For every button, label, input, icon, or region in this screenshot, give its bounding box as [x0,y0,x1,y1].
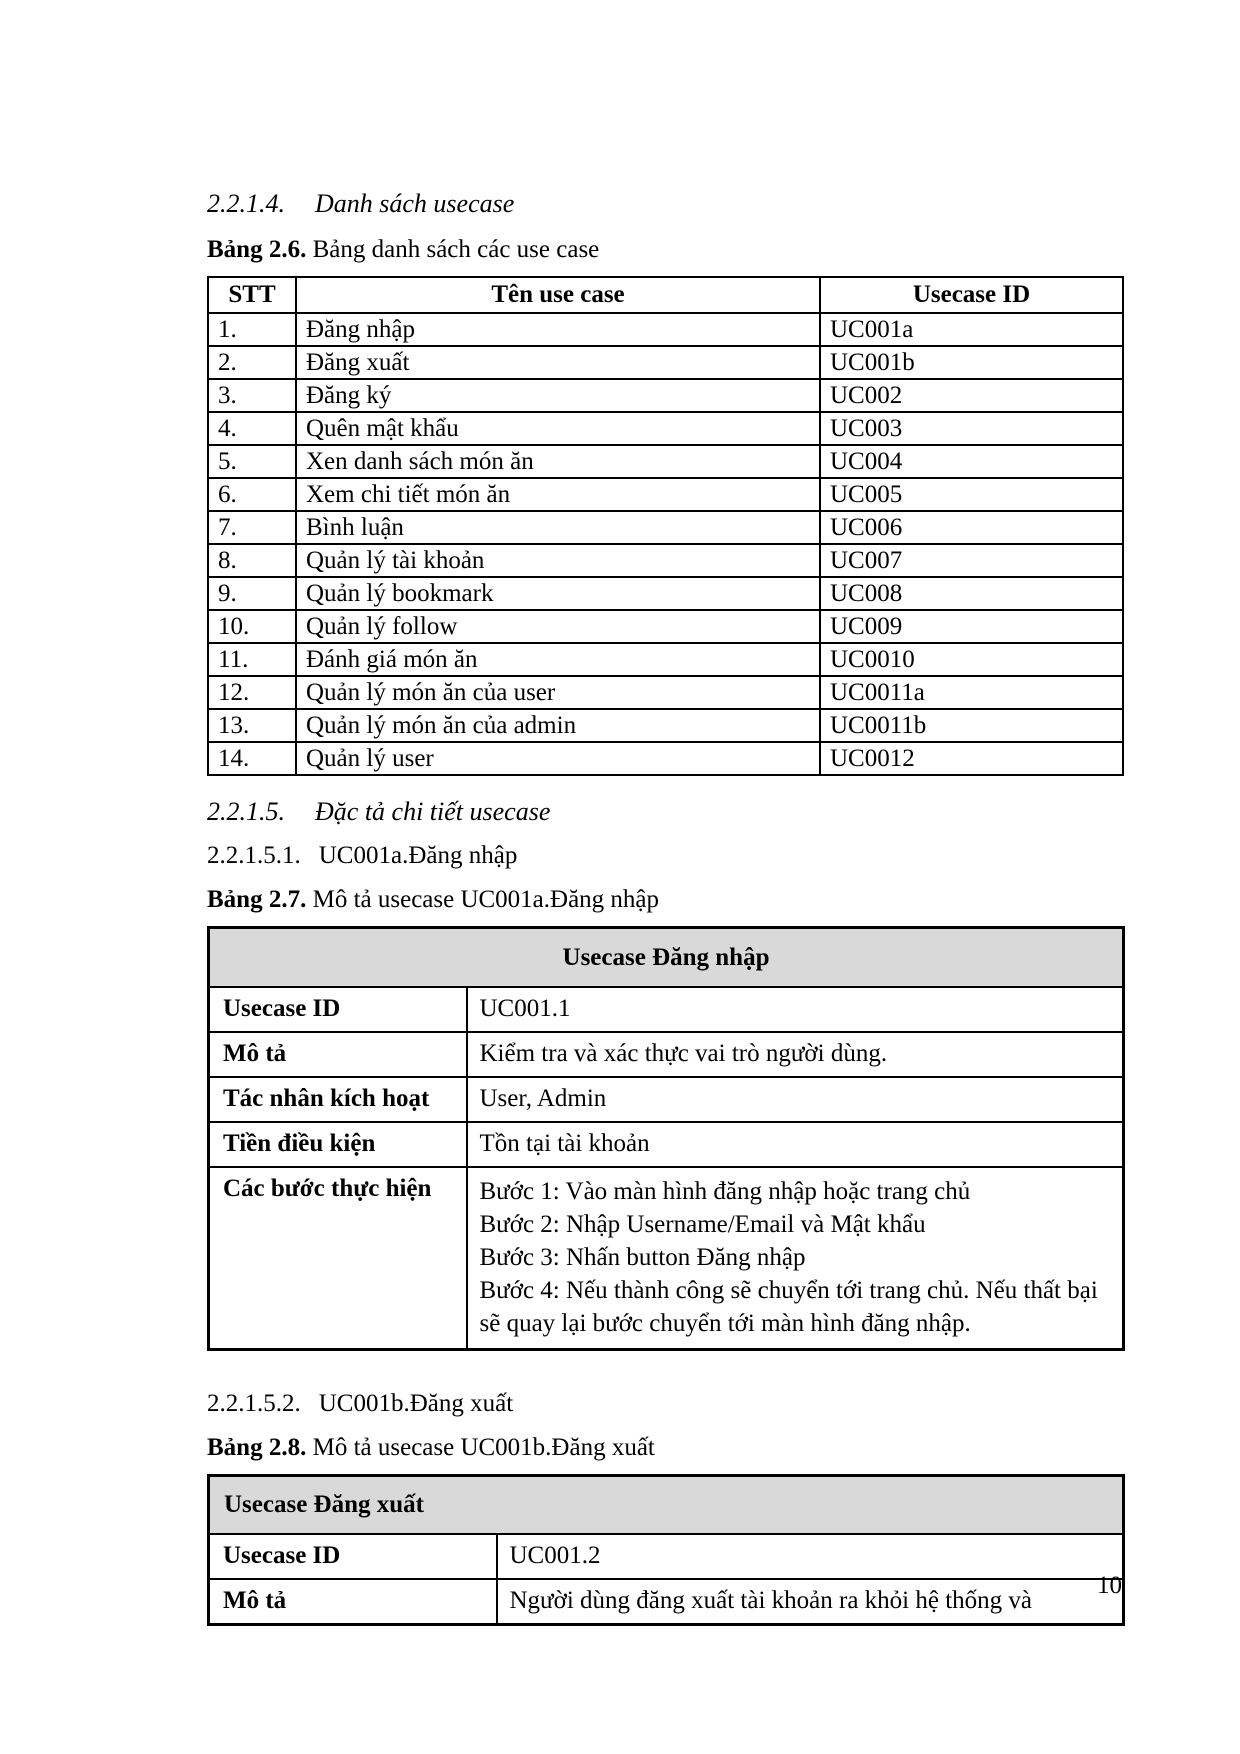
cell-stt: 5. [208,445,296,478]
cell-stt: 14. [208,742,296,775]
cell-name: Quản lý follow [296,610,820,643]
table-header-row [208,277,1123,313]
table-caption-2-7 [207,885,1122,915]
spec-value: UC001.1 [467,987,1124,1032]
step-line: Bước 2: Nhập Username/Email và Mật khẩu [479,1210,926,1238]
section-heading-2-2-1-4 [207,188,1122,219]
cell-name: Quản lý món ăn của admin [296,709,820,742]
usecase-list-table [207,276,1124,776]
spec-value: UC001.2 [497,1534,1124,1579]
section-number: 2.2.1.5. [207,797,285,827]
cell-id: UC0011a [820,676,1123,709]
table-row [208,478,1123,511]
cell-stt: 2. [208,346,296,379]
spec-table-title: Usecase Đăng xuất [209,1475,1124,1534]
cell-name: Quên mật khẩu [296,412,820,445]
section-heading-2-2-1-5-2 [207,1389,1122,1419]
cell-id: UC009 [820,610,1123,643]
step-line: Bước 3: Nhấn button Đăng nhập [479,1243,806,1271]
usecase-login-table [207,926,1125,1351]
cell-id: UC006 [820,511,1123,544]
spec-row [209,987,1124,1032]
section-number: 2.2.1.5.2. [207,1389,301,1417]
cell-stt: 7. [208,511,296,544]
cell-stt: 12. [208,676,296,709]
cell-stt: 3. [208,379,296,412]
table-row [208,709,1123,742]
cell-id: UC003 [820,412,1123,445]
table-row [208,643,1123,676]
section-heading-2-2-1-5 [207,796,1122,827]
cell-stt: 11. [208,643,296,676]
cell-id: UC001b [820,346,1123,379]
caption-text: Bảng danh sách các use case [312,236,600,264]
caption-text: Mô tả usecase UC001a.Đăng nhập [312,886,660,914]
step-line: Bước 1: Vào màn hình đăng nhập hoặc trang chủ [479,1177,971,1205]
step-line: Bước 4: Nếu thành công sẽ chuyển tới trang chủ. Nếu thất bại sẽ quay lại bước chuyển tới màn hình đăng nhập. [479,1276,1098,1337]
spec-value: Kiểm tra và xác thực vai trò người dùng. [467,1032,1124,1077]
caption-label: Bảng 2.6. [207,236,307,264]
section-title: UC001b.Đăng xuất [318,1389,514,1417]
spec-row [209,1122,1124,1167]
spec-row-steps [209,1167,1124,1350]
table-caption-2-8 [207,1433,1122,1463]
section-number: 2.2.1.5.1. [207,842,301,870]
spec-label: Các bước thực hiện [209,1167,467,1350]
caption-label: Bảng 2.7. [207,886,307,914]
spec-value: User, Admin [467,1077,1124,1122]
cell-name: Xen danh sách món ăn [296,445,820,478]
table-row [208,511,1123,544]
cell-name: Quản lý bookmark [296,577,820,610]
cell-id: UC005 [820,478,1123,511]
spec-table-title: Usecase Đăng nhập [209,928,1124,987]
cell-stt: 8. [208,544,296,577]
spec-label: Tác nhân kích hoạt [209,1077,467,1122]
section-title: Danh sách usecase [315,189,515,218]
section-title: Đặc tả chi tiết usecase [315,797,551,827]
cell-name: Đăng nhập [296,313,820,346]
cell-name: Đăng ký [296,379,820,412]
spec-label: Mô tả [209,1579,497,1625]
section-heading-2-2-1-5-1 [207,841,1122,871]
spec-label: Tiền điều kiện [209,1122,467,1167]
cell-stt: 13. [208,709,296,742]
cell-id: UC007 [820,544,1123,577]
spacer [207,1351,1122,1375]
cell-id: UC0011b [820,709,1123,742]
cell-id: UC008 [820,577,1123,610]
cell-id: UC0010 [820,643,1123,676]
spec-label: Usecase ID [209,1534,497,1579]
col-header-id: Usecase ID [820,277,1123,313]
table-row [208,313,1123,346]
table-row [208,610,1123,643]
spec-title-row [209,1475,1124,1534]
cell-id: UC002 [820,379,1123,412]
table-row [208,544,1123,577]
col-header-stt: STT [208,277,296,313]
caption-text: Mô tả usecase UC001b.Đăng xuất [312,1433,655,1461]
cell-stt: 4. [208,412,296,445]
table-row [208,445,1123,478]
cell-stt: 10. [208,610,296,643]
cell-id: UC001a [820,313,1123,346]
cell-name: Đánh giá món ăn [296,643,820,676]
page-number: 10 [1097,1572,1122,1599]
spec-row [209,1077,1124,1122]
cell-name: Đăng xuất [296,346,820,379]
cell-stt: 6. [208,478,296,511]
usecase-logout-table [207,1474,1125,1627]
caption-label: Bảng 2.8. [207,1433,307,1461]
spec-steps [467,1167,1124,1350]
table-row [208,412,1123,445]
page-content [207,188,1122,1626]
spec-title-row [209,928,1124,987]
cell-id: UC0012 [820,742,1123,775]
spec-label: Mô tả [209,1032,467,1077]
table-row [208,346,1123,379]
table-row [208,742,1123,775]
col-header-name: Tên use case [296,277,820,313]
table-row [208,379,1123,412]
spec-value: Tồn tại tài khoản [467,1122,1124,1167]
cell-stt: 9. [208,577,296,610]
cell-id: UC004 [820,445,1123,478]
table-row [208,577,1123,610]
cell-name: Quản lý tài khoản [296,544,820,577]
spec-label: Usecase ID [209,987,467,1032]
section-number: 2.2.1.4. [207,189,285,218]
spec-value: Người dùng đăng xuất tài khoản ra khỏi hệ thống và [497,1579,1124,1625]
table-caption-2-6 [207,235,1122,265]
cell-name: Xem chi tiết món ăn [296,478,820,511]
cell-name: Quản lý món ăn của user [296,676,820,709]
cell-stt: 1. [208,313,296,346]
cell-name: Bình luận [296,511,820,544]
spec-row [209,1032,1124,1077]
cell-name: Quản lý user [296,742,820,775]
table-row [208,676,1123,709]
section-title: UC001a.Đăng nhập [318,842,518,870]
